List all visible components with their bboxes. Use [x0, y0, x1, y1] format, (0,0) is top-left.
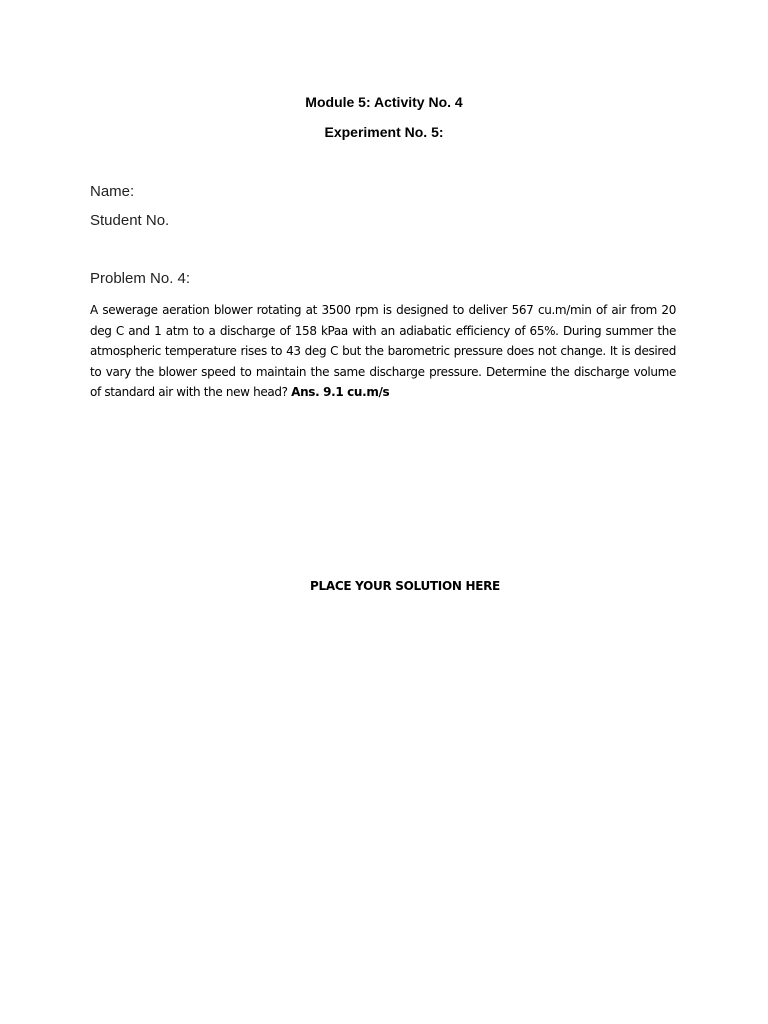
- solution-placeholder: PLACE YOUR SOLUTION HERE: [310, 579, 500, 593]
- problem-label: Problem No. 4:: [90, 270, 191, 287]
- problem-answer: Ans. 9.1 cu.m/s: [291, 385, 390, 399]
- name-label: Name:: [90, 183, 135, 200]
- problem-text: A sewerage aeration blower rotating at 3500 rpm is designed to deliver 567 cu.m/min of air from 20 deg C and 1 atm to a discharge of 158 kPaa with an adiabatic efficiency of 65%. During summer the atmospheric temperature rises to 43 deg C but the barometric pressure does not change. It is desired to vary the blower speed to maintain the same discharge pressure. Determine the discharge volume of standard air with the new head?: [90, 303, 676, 399]
- student-no-label: Student No.: [90, 212, 170, 229]
- problem-statement: [90, 300, 676, 403]
- module-title: Module 5: Activity No. 4: [305, 94, 463, 110]
- experiment-title: Experiment No. 5:: [324, 124, 444, 140]
